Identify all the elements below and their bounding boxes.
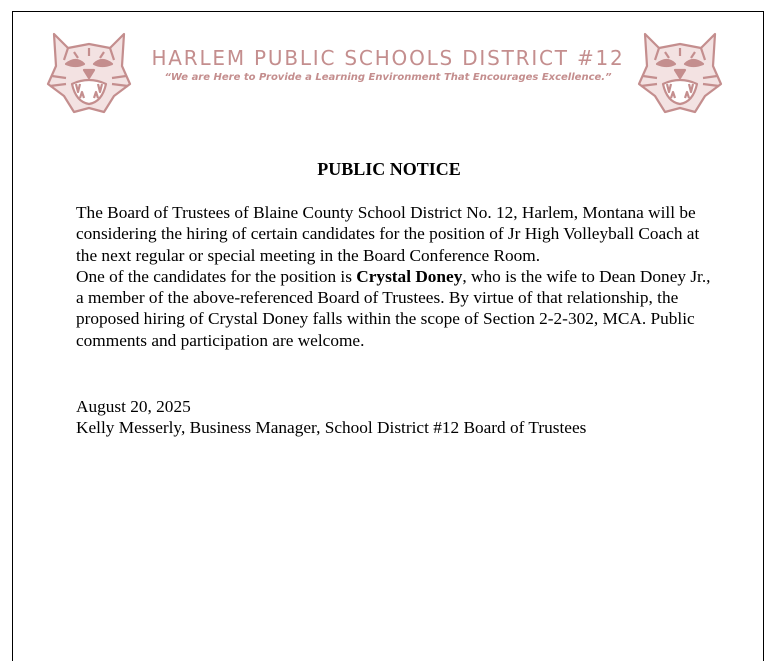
notice-paragraph-2 xyxy=(76,266,716,351)
district-title: HARLEM PUBLIC SCHOOLS DISTRICT #12 xyxy=(151,46,625,70)
district-motto: “We are Here to Provide a Learning Environment That Encourages Excellence.” xyxy=(164,72,612,83)
paragraph-2-rest: , who is the wife to Dean Doney Jr., a member of the above-referenced Board of Trustees. By virtue of that relationship, the proposed hiring of Crystal Doney falls within the scope of Section 2-2-302, MCA. Public comments and participation are welcome. xyxy=(76,266,711,350)
notice-body xyxy=(76,202,716,351)
candidate-name: Crystal Doney xyxy=(356,266,463,286)
wildcat-logo-right xyxy=(635,26,725,116)
wildcat-logo-left xyxy=(44,26,134,116)
wildcat-head-icon xyxy=(44,26,134,116)
notice-paragraph-1: The Board of Trustees of Blaine County School District No. 12, Harlem, Montana will be considering the hiring of certain candidates for the position of Jr High Volleyball Coach at the next regular or special meeting in the Board Conference Room. xyxy=(76,203,700,265)
notice-heading: PUBLIC NOTICE xyxy=(317,159,461,179)
signatory: Kelly Messerly, Business Manager, School District #12 Board of Trustees xyxy=(76,418,587,438)
wildcat-head-icon xyxy=(635,26,725,116)
signature-block xyxy=(76,396,586,439)
paragraph-2-lead: One of the candidates for the position is xyxy=(76,266,357,286)
document-page xyxy=(12,11,764,661)
notice-date: August 20, 2025 xyxy=(76,397,191,416)
